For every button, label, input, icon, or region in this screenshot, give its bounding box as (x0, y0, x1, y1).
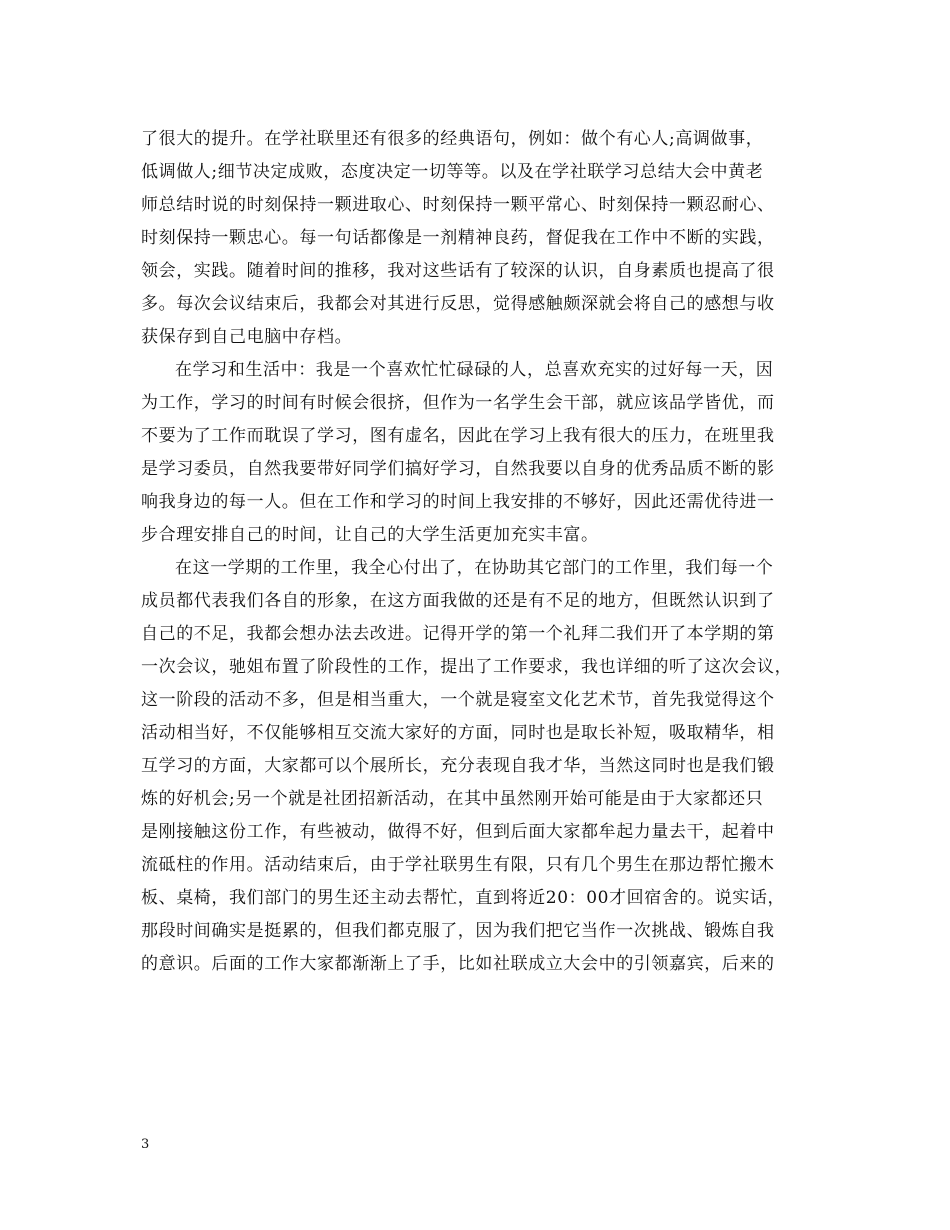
text-line: 这一阶段的活动不多，但是相当重大，一个就是寝室文化艺术节，首先我觉得这个 (141, 690, 775, 710)
text-line: 一次会议，驰姐布置了阶段性的工作，提出了工作要求，我也详细的听了这次会议， (141, 657, 793, 677)
text-line: 步合理安排自己的时间，让自己的大学生活更加充实丰富。 (141, 525, 599, 545)
text-line: 时刻保持一颗忠心。每一句话都像是一剂精神良药，督促我在工作中不断的实践， (141, 228, 775, 248)
text-line: 是刚接触这份工作，有些被动，做得不好，但到后面大家都牟起力量去干，起着中 (141, 822, 775, 842)
text-line: 流砥柱的作用。活动结束后，由于学社联男生有限，只有几个男生在那边帮忙搬木 (141, 855, 775, 875)
paragraph-first-line: 在学习和生活中：我是一个喜欢忙忙碌碌的人，总喜欢充实的过好每一天，因 (175, 360, 774, 380)
text-line: 自己的不足，我都会想办法去改进。记得开学的第一个礼拜二我们开了本学期的第 (141, 624, 775, 644)
text-line: 的意识。后面的工作大家都渐渐上了手，比如社联成立大会中的引领嘉宾，后来的 (141, 954, 775, 974)
text-line: 领会，实践。随着时间的推移，我对这些话有了较深的认识，自身素质也提高了很 (141, 261, 775, 281)
page-number: 3 (141, 1137, 150, 1152)
text-line: 板、桌椅，我们部门的男生还主动去帮忙，直到将近20：00才回宿舍的。说实话， (141, 888, 786, 908)
text-line: 是学习委员，自然我要带好同学们搞好学习，自然我要以自身的优秀品质不断的影 (141, 459, 775, 479)
text-line: 为工作，学习的时间有时候会很挤，但作为一名学生会干部，就应该品学皆优，而 (141, 393, 775, 413)
text-line: 了很大的提升。在学社联里还有很多的经典语句，例如：做个有心人;高调做事， (141, 129, 764, 149)
text-line: 炼的好机会;另一个就是社团招新活动，在其中虽然刚开始可能是由于大家都还只 (141, 789, 764, 809)
text-line: 响我身边的每一人。但在工作和学习的时间上我安排的不够好，因此还需优待进一 (141, 492, 775, 512)
text-line: 活动相当好，不仅能够相互交流大家好的方面，同时也是取长补短，吸取精华，相 (141, 723, 775, 743)
text-line: 多。每次会议结束后，我都会对其进行反思，觉得感触颇深就会将自己的感想与收 (141, 294, 775, 314)
text-line: 获保存到自己电脑中存档。 (141, 327, 353, 347)
text-line: 互学习的方面，大家都可以个展所长，充分表现自我才华，当然这同时也是我们锻 (141, 756, 775, 776)
text-line: 师总结时说的时刻保持一颗进取心、时刻保持一颗平常心、时刻保持一颗忍耐心、 (141, 195, 775, 215)
text-line: 不要为了工作而耽误了学习，图有虚名，因此在学习上我有很大的压力，在班里我 (141, 426, 775, 446)
text-line: 那段时间确实是挺累的，但我们都克服了，因为我们把它当作一次挑战、锻炼自我 (141, 921, 775, 941)
text-line: 成员都代表我们各自的形象，在这方面我做的还是有不足的地方，但既然认识到了 (141, 591, 775, 611)
text-line: 低调做人;细节决定成败，态度决定一切等等。以及在学社联学习总结大会中黄老 (141, 162, 764, 182)
paragraph-first-line: 在这一学期的工作里，我全心付出了，在协助其它部门的工作里，我们每一个 (175, 558, 774, 578)
